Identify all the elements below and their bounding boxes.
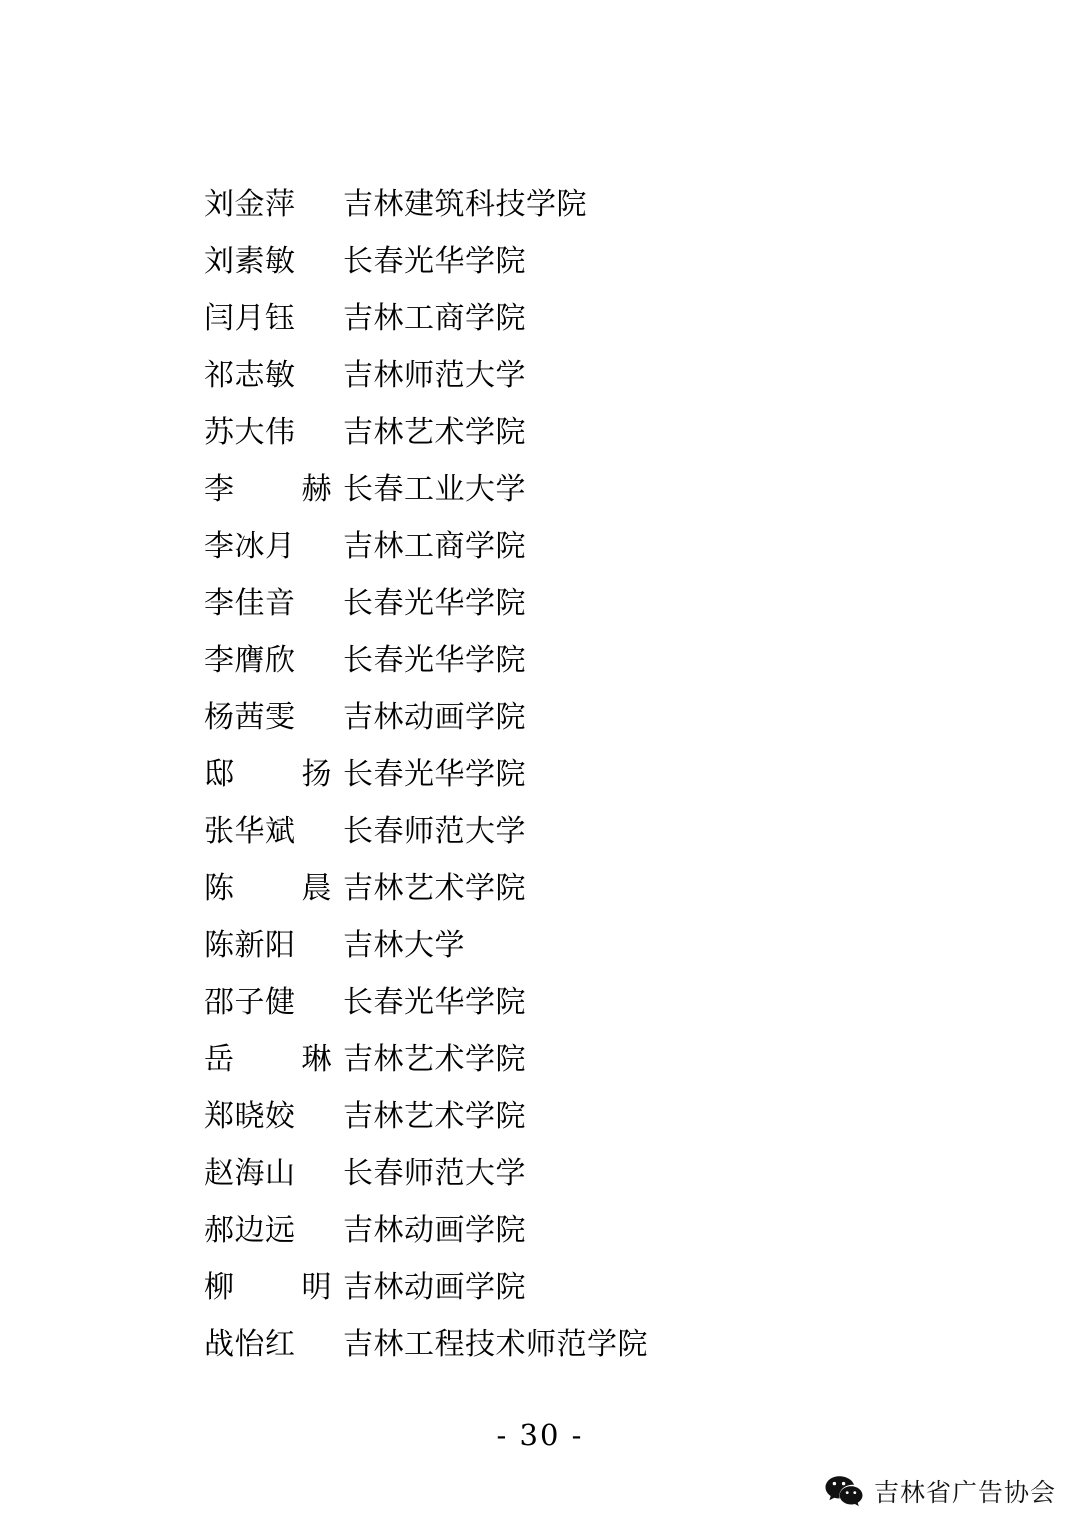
recipient-school: 吉林工商学院 [343,301,526,336]
list-item [204,1259,964,1316]
recipient-name: 柳明 [204,1270,332,1305]
recipient-name: 赵海山 [204,1156,296,1191]
recipient-school: 吉林艺术学院 [343,871,526,906]
recipient-name: 陈新阳 [204,928,296,963]
list-item [204,974,964,1031]
brand-name: 吉林省广告协会 [873,1478,1056,1507]
list-item [204,689,964,746]
list-item [204,404,964,461]
recipient-name: 李膺欣 [204,643,296,678]
list-item [204,1316,964,1373]
recipient-school: 长春光华学院 [343,757,526,792]
recipient-school: 吉林工程技术师范学院 [343,1327,648,1362]
list-item [204,1088,964,1145]
recipient-school: 长春光华学院 [343,643,526,678]
recipient-school: 吉林艺术学院 [343,1099,526,1134]
list-item [204,347,964,404]
list-item [204,1031,964,1088]
recipient-school: 吉林工商学院 [343,529,526,564]
recipient-name: 祁志敏 [204,358,296,393]
recipient-school: 长春工业大学 [343,472,526,507]
page-number: - 30 - [496,1418,584,1452]
list-item [204,176,964,233]
list-item [204,461,964,518]
list-item [204,632,964,689]
footer-brand [824,1473,1056,1509]
list-item [204,746,964,803]
recipient-school: 吉林师范大学 [343,358,526,393]
award-recipient-list [204,176,964,1373]
list-item [204,233,964,290]
recipient-school: 长春光华学院 [343,586,526,621]
list-item [204,1202,964,1259]
list-item [204,290,964,347]
recipient-name: 郑晓姣 [204,1099,296,1134]
recipient-school: 长春师范大学 [343,1156,526,1191]
recipient-name: 闫月钰 [204,301,296,336]
recipient-school: 长春师范大学 [343,814,526,849]
list-item [204,803,964,860]
recipient-name: 苏大伟 [204,415,296,450]
list-item [204,518,964,575]
recipient-school: 长春光华学院 [343,985,526,1020]
recipient-school: 吉林艺术学院 [343,1042,526,1077]
recipient-name: 岳琳 [204,1042,332,1077]
recipient-name: 李佳音 [204,586,296,621]
recipient-name: 张华斌 [204,814,296,849]
recipient-name: 邸扬 [204,757,332,792]
recipient-school: 吉林大学 [343,928,465,963]
recipient-name: 郝边远 [204,1213,296,1248]
recipient-name: 陈晨 [204,871,332,906]
recipient-name: 战怡红 [204,1327,296,1362]
wechat-icon [824,1474,864,1508]
recipient-name: 李冰月 [204,529,296,564]
recipient-school: 吉林艺术学院 [343,415,526,450]
recipient-name: 刘金萍 [204,187,296,222]
recipient-school: 吉林动画学院 [343,1213,526,1248]
recipient-name: 杨茜雯 [204,700,296,735]
recipient-school: 吉林建筑科技学院 [343,187,587,222]
list-item [204,1145,964,1202]
recipient-name: 邵子健 [204,985,296,1020]
recipient-school: 长春光华学院 [343,244,526,279]
recipient-school: 吉林动画学院 [343,700,526,735]
recipient-name: 刘素敏 [204,244,296,279]
recipient-school: 吉林动画学院 [343,1270,526,1305]
list-item [204,575,964,632]
list-item [204,860,964,917]
list-item [204,917,964,974]
recipient-name: 李赫 [204,472,332,507]
